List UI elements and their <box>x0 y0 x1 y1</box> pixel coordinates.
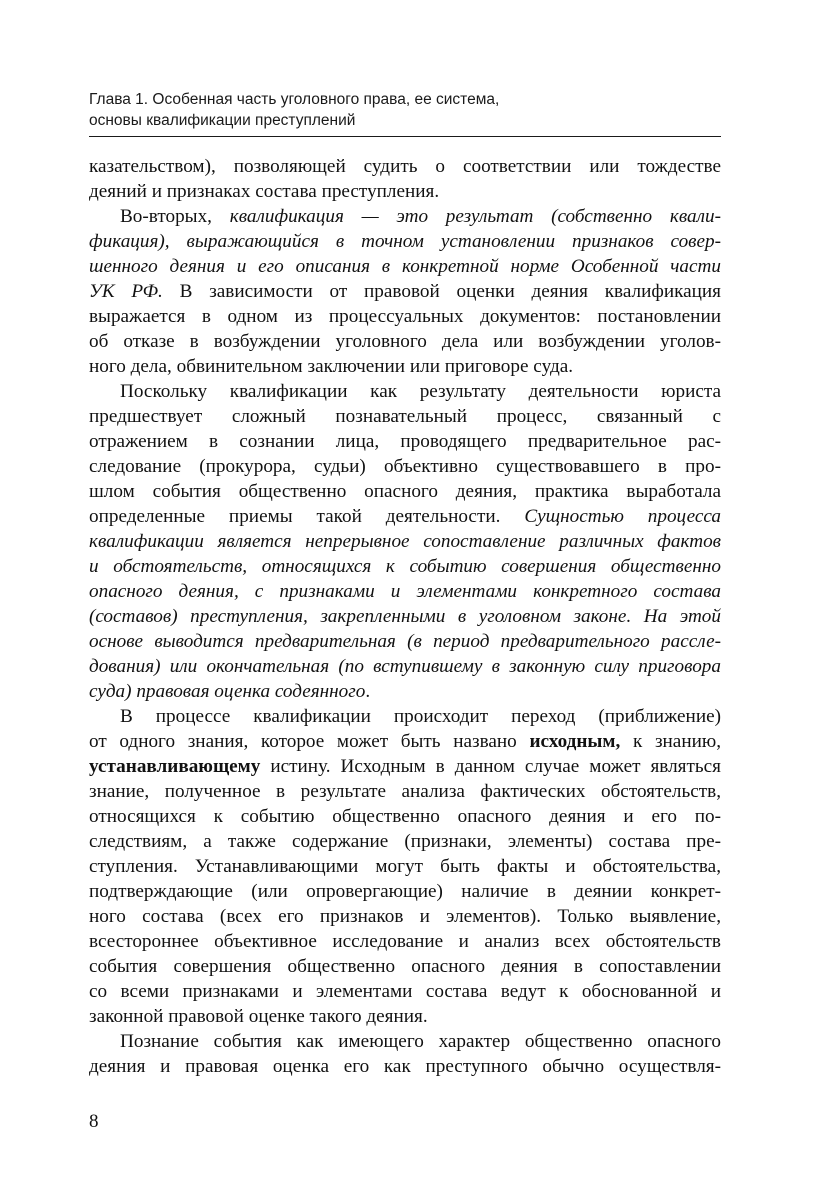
text-line <box>89 254 721 279</box>
text-line <box>89 579 721 604</box>
text-line <box>89 154 721 179</box>
text-run: выражается в одном из процессуальных документов: постановлении <box>89 306 721 327</box>
text-line <box>89 379 721 404</box>
text-run: В зависимости от правовой оценки деяния квалификация <box>162 281 721 302</box>
text-run: знание, полученное в результате анализа фактических обстоятельств, <box>89 781 721 802</box>
text-run: деяния и правовая оценка его как преступного обычно осуществля- <box>89 1056 721 1077</box>
text-run: определенные приемы такой деятельности. <box>89 506 525 527</box>
text-run: В процессе квалификации происходит переход (приближение) <box>120 706 721 727</box>
italic-run: Сущностью процесса <box>524 506 722 527</box>
running-head <box>89 89 721 131</box>
header-rule <box>89 136 721 137</box>
text-line <box>89 1054 721 1079</box>
text-line <box>89 604 721 629</box>
text-run: следствиям, а также содержание (признаки, элементы) состава пре- <box>89 831 721 852</box>
text-line <box>89 479 721 504</box>
italic-run: фикация), выражающийся в точном установлении признаков совер- <box>89 231 721 252</box>
italic-run: суда) правовая оценка содеянного <box>89 681 366 702</box>
text-run: ступления. Устанавливающими могут быть факты и обстоятельства, <box>89 856 721 877</box>
text-line <box>89 1004 721 1029</box>
text-run: всестороннее объективное исследование и анализ всех обстоятельств <box>89 931 721 952</box>
text-line <box>89 829 721 854</box>
text-run: Поскольку квалификации как результату деятельности юриста <box>120 381 721 402</box>
text-line <box>89 704 721 729</box>
text-line <box>89 529 721 554</box>
text-line <box>89 854 721 879</box>
running-head-line-1: Глава 1. Особенная часть уголовного права, ее система, <box>89 91 500 108</box>
page-number: 8 <box>89 1111 99 1132</box>
running-head-line-2: основы квалификации преступлений <box>89 112 356 129</box>
text-run: подтверждающие (или опровергающие) наличие в деянии конкрет- <box>89 881 721 902</box>
italic-run: опасного деяния, с признаками и элементами конкретного состава <box>89 581 721 602</box>
text-line <box>89 1029 721 1054</box>
body-text <box>89 154 721 1079</box>
text-run: ного дела, обвинительном заключении или приговоре суда. <box>89 356 574 377</box>
text-run: истину. Исходным в данном случае может являться <box>260 756 721 777</box>
text-line <box>89 504 721 529</box>
text-line <box>89 229 721 254</box>
text-line <box>89 554 721 579</box>
text-run: со всеми признаками и элементами состава ведут к обоснованной и <box>89 981 721 1002</box>
italic-run: дования) или окончательная (по вступившему в законную силу приговора <box>89 656 721 677</box>
text-line <box>89 279 721 304</box>
text-line <box>89 779 721 804</box>
text-run: законной правовой оценке такого деяния. <box>89 1006 428 1027</box>
italic-run: УК РФ. <box>89 281 163 302</box>
text-line <box>89 904 721 929</box>
text-line <box>89 429 721 454</box>
italic-run: основе выводится предварительная (в период предварительного рассле- <box>89 631 721 652</box>
text-run: деяний и признаках состава преступления. <box>89 181 440 202</box>
text-run: Во-вторых, <box>120 206 230 227</box>
text-run: отражением в сознании лица, проводящего предварительное рас- <box>89 431 721 452</box>
text-run: Познание события как имеющего характер общественно опасного <box>120 1031 721 1052</box>
text-line <box>89 329 721 354</box>
text-run: события совершения общественно опасного деяния в сопоставлении <box>89 956 721 977</box>
text-line <box>89 204 721 229</box>
text-line <box>89 454 721 479</box>
bold-run: устанавливающему <box>89 756 261 777</box>
text-line <box>89 804 721 829</box>
text-line <box>89 629 721 654</box>
text-run: относящихся к событию общественно опасного деяния и его по- <box>89 806 721 827</box>
italic-run: (составов) преступления, закрепленными в уголовном законе. На этой <box>89 606 721 627</box>
italic-run: шенного деяния и его описания в конкретной норме Особенной части <box>89 256 721 277</box>
text-run: предшествует сложный познавательный процесс, связанный с <box>89 406 721 427</box>
text-line <box>89 729 721 754</box>
text-line <box>89 879 721 904</box>
text-run: от одного знания, которое может быть названо <box>89 731 530 752</box>
text-line <box>89 679 721 704</box>
text-line <box>89 754 721 779</box>
text-line <box>89 354 721 379</box>
text-run: об отказе в возбуждении уголовного дела или возбуждении уголов- <box>89 331 721 352</box>
text-line <box>89 179 721 204</box>
italic-run: квалификации является непрерывное сопоставление различных фактов <box>89 531 721 552</box>
text-run: казательством), позволяющей судить о соответствии или тождестве <box>89 156 721 177</box>
italic-run: и обстоятельств, относящихся к событию совершения общественно <box>89 556 721 577</box>
text-line <box>89 929 721 954</box>
text-run: шлом события общественно опасного деяния, практика выработала <box>89 481 721 502</box>
text-line <box>89 954 721 979</box>
text-run: следование (прокурора, судьи) объективно существовавшего в про- <box>89 456 721 477</box>
text-run: ного состава (всех его признаков и элементов). Только выявление, <box>89 906 721 927</box>
italic-run: квалификация — это результат (собственно квали- <box>229 206 722 227</box>
text-run: . <box>365 681 371 702</box>
text-line <box>89 654 721 679</box>
text-line <box>89 404 721 429</box>
text-line <box>89 979 721 1004</box>
text-run: к знанию, <box>620 731 721 752</box>
text-line <box>89 304 721 329</box>
bold-run: исходным, <box>529 731 621 752</box>
